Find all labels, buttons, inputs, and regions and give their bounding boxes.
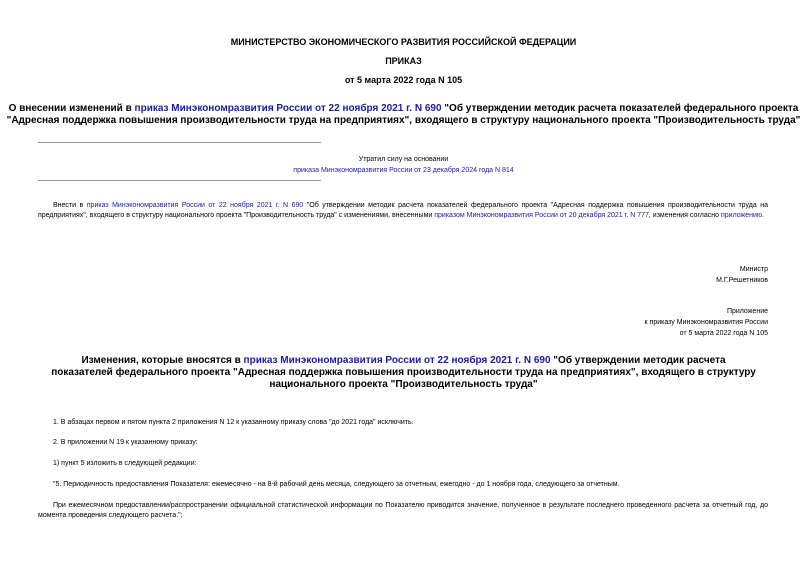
item-paragraph-3: 1) пункт 5 изложить в следующей редакции: <box>53 460 197 467</box>
appendix-line-3: от 5 марта 2022 года N 105 <box>679 330 768 337</box>
title-order-link[interactable]: приказ Минэкономразвития России от 22 ноября 2021 г. N 690 <box>134 103 442 114</box>
status-order-link[interactable]: приказа Минэкономразвития России от 23 декабря 2024 года N 814 <box>293 167 514 174</box>
signature-name: М.Г.Решетников <box>716 277 768 284</box>
intro-order-link[interactable]: приказ Минэкономразвития России от 22 ноября 2021 г. N 690 <box>86 202 304 209</box>
intro-text-4: . <box>762 212 765 219</box>
changes-title <box>50 355 757 391</box>
signature-role: Министр <box>739 266 768 273</box>
doc-type-heading: ПРИКАЗ <box>385 56 422 66</box>
changes-title-prefix: Изменения, которые вносятся в <box>81 355 244 366</box>
signature-block <box>716 264 768 286</box>
item-paragraph-5: При ежемесячном предоставлении/распространении официальной статистической информации по Показателю приводится значение, полученное в результате последнего проведенного расчета за отчетный год, до момента проведения следующего расчета."; <box>38 502 768 519</box>
intro-text-3: , изменения согласно <box>648 212 721 219</box>
item-paragraph-2: 2. В приложении N 19 к указанному приказу: <box>53 439 198 446</box>
document-title <box>0 103 807 127</box>
doc-date-number: от 5 марта 2022 года N 105 <box>344 75 463 85</box>
appendix-block <box>645 306 768 339</box>
status-block <box>0 154 807 176</box>
ministry-heading: МИНИСТЕРСТВО ЭКОНОМИЧЕСКОГО РАЗВИТИЯ РОССИЙСКОЙ ФЕДЕРАЦИИ <box>230 37 577 47</box>
appendix-line-2: к приказу Минэкономразвития России <box>644 319 768 326</box>
title-prefix: О внесении изменений в <box>8 103 135 114</box>
status-text: Утратил силу на основании <box>358 156 449 163</box>
item-paragraph-4: "5. Периодичность предоставления Показателя: ежемесячно - на 8-й рабочий день месяца, следующего за отчетным, ежегодно - до 1 ноября года, следующего за отчетным. <box>53 481 620 488</box>
appendix-line-1: Приложение <box>726 308 768 315</box>
intro-paragraph <box>38 201 768 221</box>
intro-amendment-link[interactable]: приказом Минэкономразвития России от 20 декабря 2021 г. N 777 <box>434 212 649 219</box>
divider-top <box>38 142 321 143</box>
item-paragraph-1: 1. В абзацах первом и пятом пункта 2 приложения N 12 к указанному приказу слова "до 2021 года" исключить. <box>53 419 414 426</box>
title-suffix: "Об утверждении методик расчета показателей федерального проекта "Адресная поддержка повышения производительности труда на предприятиях", входящего в структуру национального проекта "Производительность труда" <box>6 103 801 126</box>
changes-title-order-link[interactable]: приказ Минэкономразвития России от 22 ноября 2021 г. N 690 <box>243 355 551 366</box>
intro-appendix-link[interactable]: приложению <box>720 212 763 219</box>
intro-text-2: "Об утверждении методик расчета показателей федерального проекта "Адресная поддержка повышения производительности труда на предприятиях", входящего в структуру национального проекта "Производительность труда" с изменениями, внесенными <box>38 202 768 219</box>
intro-text-1: Внести в <box>53 202 87 209</box>
changes-title-suffix: "Об утверждении методик расчета показателей федерального проекта "Адресная поддержка повышения производительности труда на предприятиях", входящего в структуру национального проекта "Производительность труда" <box>51 355 756 390</box>
divider-bottom <box>38 180 321 181</box>
